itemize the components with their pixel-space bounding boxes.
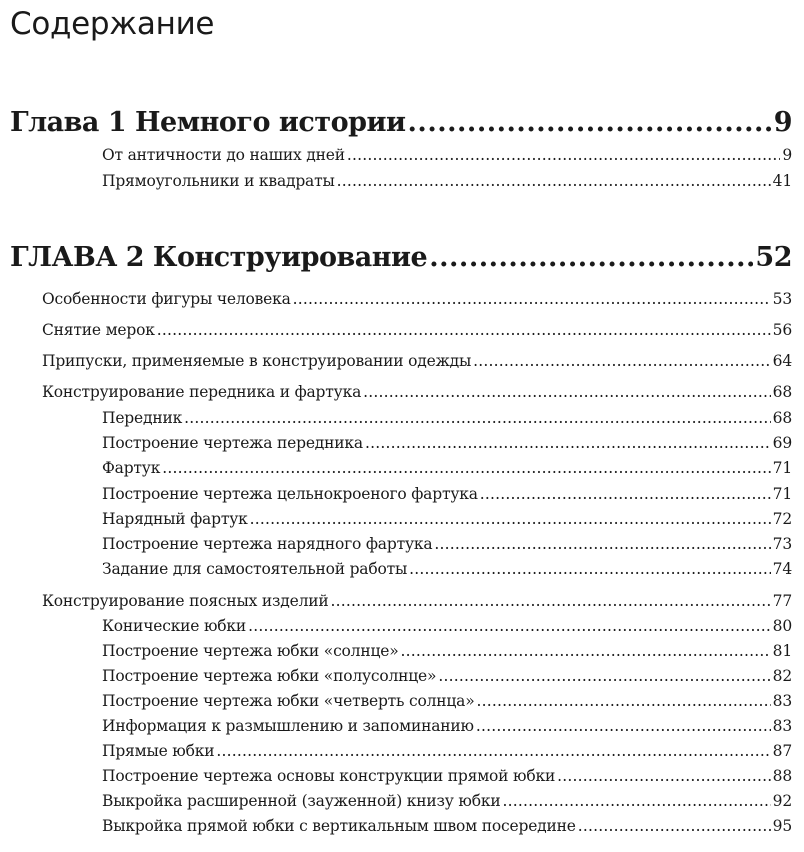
toc-entry[interactable] xyxy=(102,692,792,710)
toc-dot-leader xyxy=(434,535,770,553)
toc-page-number: 9 xyxy=(773,107,792,138)
toc-page-number: 82 xyxy=(772,667,792,685)
toc-entry[interactable] xyxy=(102,510,792,528)
toc-entry[interactable] xyxy=(102,485,792,503)
toc-dot-leader xyxy=(162,459,770,477)
toc-page-number: 56 xyxy=(772,321,792,339)
toc-page-number: 83 xyxy=(772,692,792,710)
toc-page-number: 71 xyxy=(772,485,792,503)
toc-entry[interactable] xyxy=(102,717,792,735)
toc-page-number: 77 xyxy=(772,592,792,610)
toc-chapter-1[interactable] xyxy=(10,107,792,138)
toc-entry[interactable] xyxy=(102,560,792,578)
toc-dot-leader xyxy=(429,242,753,273)
toc-entry-label: Построение чертежа юбки «солнце» xyxy=(102,642,399,660)
toc-dot-leader xyxy=(578,817,771,835)
toc-chapter-label: Глава 1 Немного истории xyxy=(10,107,406,138)
toc-page-number: 83 xyxy=(772,717,792,735)
toc-dot-leader xyxy=(502,792,770,810)
toc-dot-leader xyxy=(293,290,771,308)
toc-entry-label: Построение чертежа цельнокроеного фартука xyxy=(102,485,478,503)
toc-page-number: 71 xyxy=(772,459,792,477)
toc-entry-label: Выкройка расширенной (зауженной) книзу юбки xyxy=(102,792,501,810)
toc-dot-leader xyxy=(331,592,771,610)
toc-page-number: 73 xyxy=(772,535,792,553)
toc-chapter-label: ГЛАВА 2 Конструирование xyxy=(10,242,428,273)
toc-entry-label: Особенности фигуры человека xyxy=(42,290,291,308)
toc-entry-label: Построение чертежа юбки «полусолнце» xyxy=(102,667,437,685)
toc-dot-leader xyxy=(438,667,770,685)
toc-page-number: 95 xyxy=(772,817,792,835)
toc-dot-leader xyxy=(216,742,770,760)
toc-dot-leader xyxy=(365,434,771,452)
toc-page-number: 74 xyxy=(772,560,792,578)
toc-entry-label: Фартук xyxy=(102,459,161,477)
toc-entry[interactable] xyxy=(42,383,792,401)
toc-dot-leader xyxy=(476,717,771,735)
toc-page-number: 52 xyxy=(755,242,792,273)
toc-dot-leader xyxy=(409,560,771,578)
toc-entry-label: Построение чертежа основы конструкции прямой юбки xyxy=(102,767,556,785)
toc-dot-leader xyxy=(248,617,771,635)
toc-entry[interactable] xyxy=(102,667,792,685)
toc-page-number: 88 xyxy=(772,767,792,785)
toc-page-number: 69 xyxy=(772,434,792,452)
toc-entry[interactable] xyxy=(42,592,792,610)
toc-chapter-2[interactable] xyxy=(10,242,792,273)
toc-entry[interactable] xyxy=(102,172,792,190)
toc-entry[interactable] xyxy=(42,290,792,308)
toc-entry-label: Задание для самостоятельной работы xyxy=(102,560,408,578)
toc-page-number: 9 xyxy=(782,146,792,164)
toc-entry-label: Построение чертежа юбки «четверть солнца» xyxy=(102,692,475,710)
toc-entry-label: Передник xyxy=(102,409,183,427)
toc-dot-leader xyxy=(250,510,771,528)
toc-entry[interactable] xyxy=(102,792,792,810)
toc-entry[interactable] xyxy=(102,742,792,760)
toc-entry[interactable] xyxy=(102,817,792,835)
toc-entry-label: Конструирование передника и фартука xyxy=(42,383,362,401)
toc-entry-label: Построение чертежа нарядного фартука xyxy=(102,535,433,553)
toc-page-number: 53 xyxy=(772,290,792,308)
toc-page-number: 64 xyxy=(772,352,792,370)
toc-page-number: 92 xyxy=(772,792,792,810)
toc-dot-leader xyxy=(557,767,771,785)
toc-page-number: 81 xyxy=(772,642,792,660)
toc-dot-leader xyxy=(337,172,771,190)
toc-dot-leader xyxy=(408,107,772,138)
toc-dot-leader xyxy=(347,146,780,164)
toc-dot-leader xyxy=(473,352,771,370)
toc-dot-leader xyxy=(480,485,771,503)
toc-page-number: 80 xyxy=(772,617,792,635)
toc-entry-label: От античности до наших дней xyxy=(102,146,345,164)
toc-entry[interactable] xyxy=(102,434,792,452)
toc-entry[interactable] xyxy=(102,617,792,635)
toc-entry-label: Выкройка прямой юбки с вертикальным швом посередине xyxy=(102,817,576,835)
toc-entry-label: Конические юбки xyxy=(102,617,247,635)
toc-entry-label: Информация к размышлению и запоминанию xyxy=(102,717,474,735)
toc-entry-label: Конструирование поясных изделий xyxy=(42,592,329,610)
toc-entry[interactable] xyxy=(42,321,792,339)
toc-entry-label: Нарядный фартук xyxy=(102,510,248,528)
toc-page-number: 72 xyxy=(772,510,792,528)
toc-entry-label: Построение чертежа передника xyxy=(102,434,363,452)
toc-entry[interactable] xyxy=(102,535,792,553)
toc-entry[interactable] xyxy=(42,352,792,370)
toc-dot-leader xyxy=(363,383,771,401)
toc-dot-leader xyxy=(157,321,771,339)
toc-page-number: 87 xyxy=(772,742,792,760)
toc-entry[interactable] xyxy=(102,642,792,660)
toc-entry[interactable] xyxy=(102,767,792,785)
page-title: Содержание xyxy=(10,6,215,42)
toc-dot-leader xyxy=(184,409,771,427)
toc-entry-label: Снятие мерок xyxy=(42,321,155,339)
toc-dot-leader xyxy=(477,692,771,710)
toc-page-number: 68 xyxy=(772,383,792,401)
toc-entry[interactable] xyxy=(102,459,792,477)
toc-page-number: 41 xyxy=(772,172,792,190)
toc-entry[interactable] xyxy=(102,409,792,427)
toc-entry[interactable] xyxy=(102,146,792,164)
toc-entry-label: Припуски, применяемые в конструировании одежды xyxy=(42,352,472,370)
toc-page-number: 68 xyxy=(772,409,792,427)
toc-dot-leader xyxy=(400,642,770,660)
toc-entry-label: Прямоугольники и квадраты xyxy=(102,172,335,190)
toc-entry-label: Прямые юбки xyxy=(102,742,215,760)
